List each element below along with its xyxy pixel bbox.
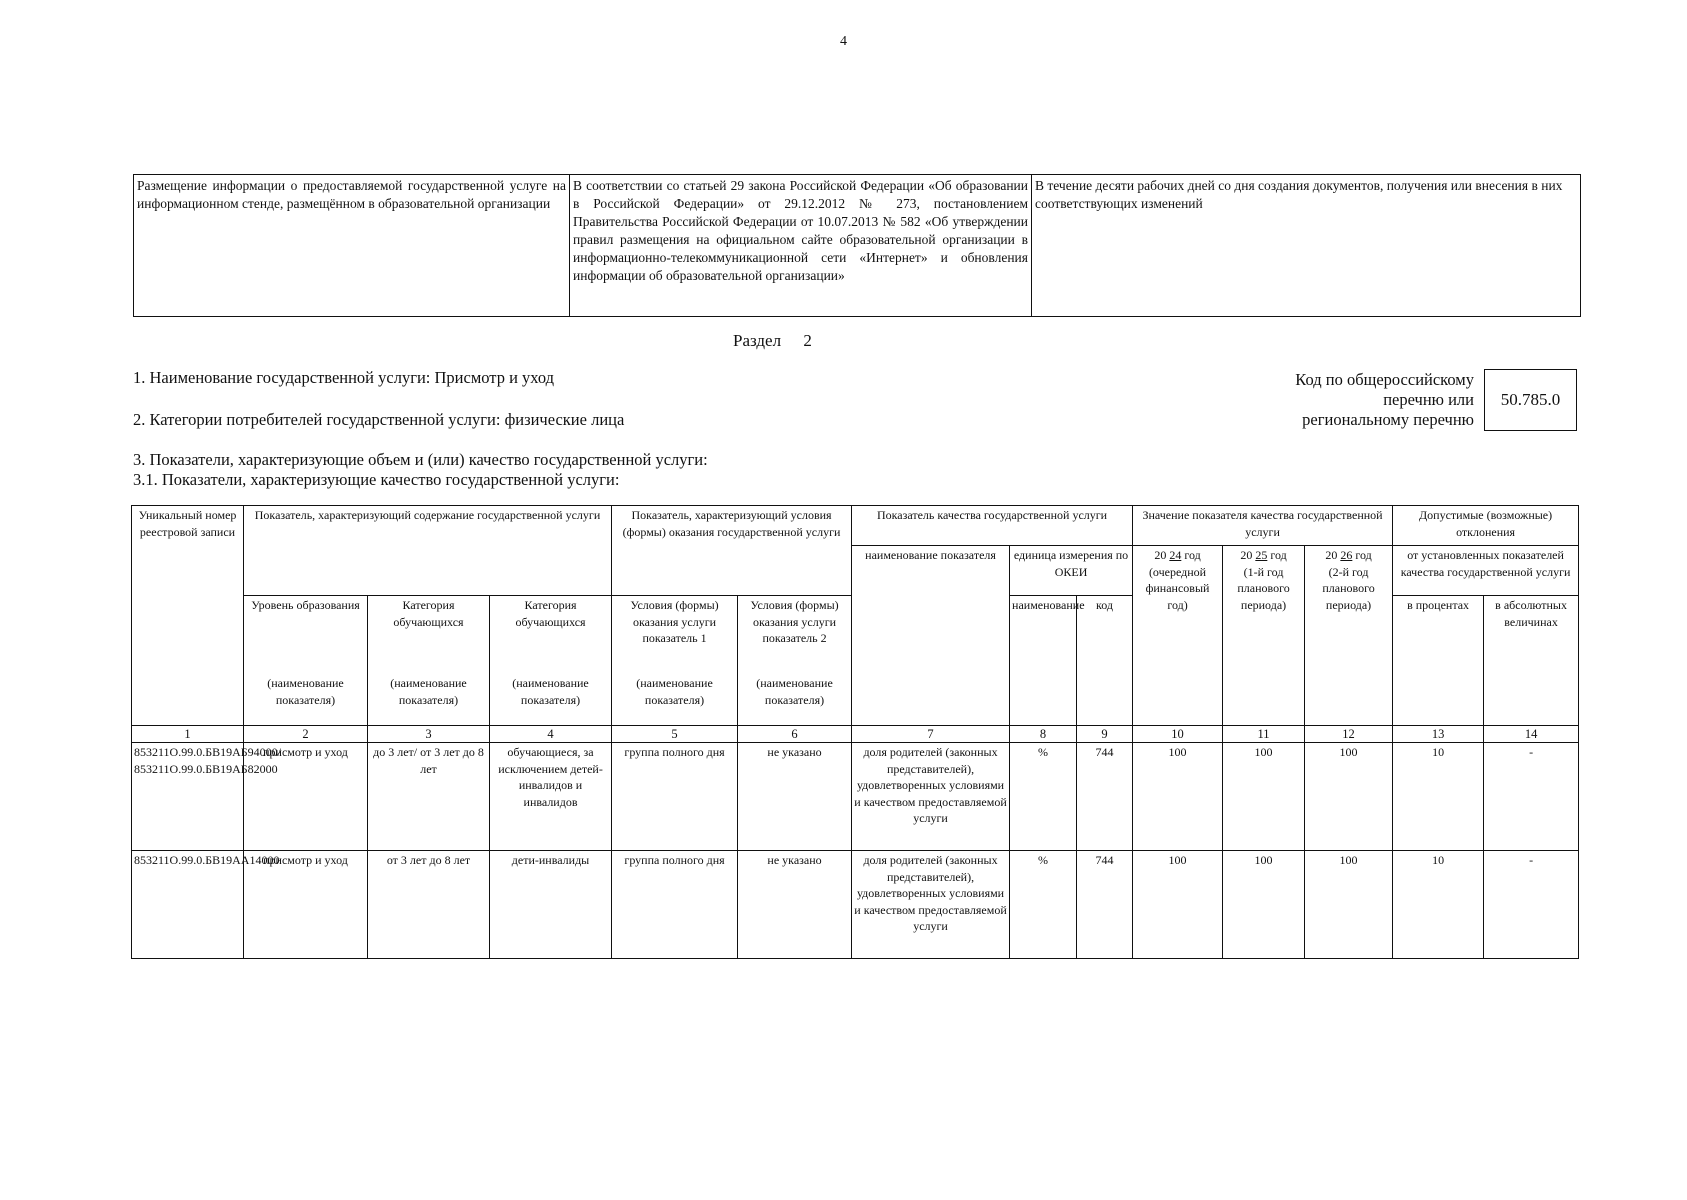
- header-unit: единица измерения по ОКЕИ: [1010, 546, 1133, 596]
- column-number: 8: [1010, 726, 1077, 743]
- header-unit-name: наименование: [1010, 596, 1077, 726]
- row-cond1: группа полного дня: [612, 743, 738, 851]
- column-number: 5: [612, 726, 738, 743]
- column-number: 9: [1077, 726, 1133, 743]
- page-number: 4: [840, 34, 847, 49]
- header-cond1: Условия (формы) оказания услуги показатель 1 (наименование показателя): [612, 596, 738, 726]
- service-name-line: 1. Наименование государственной услуги: Присмотр и уход: [133, 368, 555, 387]
- header-deviation-percent: в процентах: [1393, 596, 1484, 726]
- code-box: [1484, 369, 1577, 431]
- header-content-indicator: Показатель, характеризующий содержание государственной услуги: [244, 506, 612, 596]
- row-level: присмотр и уход: [244, 743, 368, 851]
- header-quality-indicator: Показатель качества государственной услуги: [852, 506, 1133, 546]
- row-level: присмотр и уход: [244, 851, 368, 959]
- header-indicator-value: Значение показателя качества государственной услуги: [1133, 506, 1393, 546]
- row-category1: от 3 лет до 8 лет: [368, 851, 490, 959]
- header-category2: Категория обучающихся (наименование показателя): [490, 596, 612, 726]
- header-level: Уровень образования (наименование показателя): [244, 596, 368, 726]
- row-value-2026: 100: [1305, 851, 1393, 959]
- code-label: [1220, 370, 1474, 430]
- row-unit-name: %: [1010, 743, 1077, 851]
- row-unit-code: 744: [1077, 743, 1133, 851]
- quality-indicators-heading: 3.1. Показатели, характеризующие качество государственной услуги:: [133, 470, 620, 489]
- row-deviation-percent: 10: [1393, 851, 1484, 959]
- column-number: 4: [490, 726, 612, 743]
- row-category1: до 3 лет/ от 3 лет до 8 лет: [368, 743, 490, 851]
- row-id: 853211О.99.0.БВ19АБ94000/ 853211О.99.0.БВ19АБ82000: [132, 743, 244, 851]
- row-cond2: не указано: [738, 851, 852, 959]
- info-table: [133, 174, 1581, 317]
- table-row: [132, 743, 1579, 851]
- quality-table: [131, 505, 1579, 959]
- row-id: 853211О.99.0.БВ19АА14000: [132, 851, 244, 959]
- code-label-line3: региональному перечню: [1302, 410, 1474, 429]
- row-category2: обучающиеся, за исключением детей-инвалидов и инвалидов: [490, 743, 612, 851]
- row-unit-name: %: [1010, 851, 1077, 959]
- header-category1: Категория обучающихся (наименование показателя): [368, 596, 490, 726]
- header-year-2025: 20 25 год (1-й год планового периода): [1223, 546, 1305, 726]
- info-basis-cell: В соответствии со статьей 29 закона Российской Федерации «Об образовании в Российской Федерации» от 29.12.2012 № 273, постановлением Правительства Российской Федерации от 10.07.2013 № 582 «Об утверждении правил размещения на официальном сайте образовательной организации в информационно-телекоммуникационной сети «Интернет» и обновления информации об образовательной организации»: [570, 175, 1032, 317]
- row-value-2026: 100: [1305, 743, 1393, 851]
- info-method-cell: Размещение информации о предоставляемой государственной услуге на информационном стенде, размещённом в образовательной организации: [134, 175, 570, 317]
- header-year-2026: 20 26 год (2-й год планового периода): [1305, 546, 1393, 726]
- consumer-category-line: 2. Категории потребителей государственной услуги: физические лица: [133, 410, 625, 429]
- header-unique-number: Уникальный номер реестровой записи: [132, 506, 244, 726]
- column-number: 12: [1305, 726, 1393, 743]
- row-indicator: доля родителей (законных представителей), удовлетворенных условиями и качеством предоставляемой услуги: [852, 851, 1010, 959]
- header-deviation: Допустимые (возможные) отклонения: [1393, 506, 1579, 546]
- row-deviation-absolute: -: [1484, 743, 1579, 851]
- row-cond1: группа полного дня: [612, 851, 738, 959]
- header-year-2024: 20 24 год (очередной финансовый год): [1133, 546, 1223, 726]
- header-indicator-name: наименование показателя: [852, 546, 1010, 726]
- column-number: 3: [368, 726, 490, 743]
- section-number: 2: [803, 331, 812, 350]
- code-label-line2: перечню или: [1383, 390, 1474, 409]
- column-number: 11: [1223, 726, 1305, 743]
- column-number: 6: [738, 726, 852, 743]
- header-conditions-indicator: Показатель, характеризующий условия (формы) оказания государственной услуги: [612, 506, 852, 596]
- row-value-2025: 100: [1223, 851, 1305, 959]
- header-cond2: Условия (формы) оказания услуги показатель 2 (наименование показателя): [738, 596, 852, 726]
- info-frequency-cell: В течение десяти рабочих дней со дня создания документов, получения или внесения в них соответствующих изменений: [1032, 175, 1581, 317]
- column-number: 10: [1133, 726, 1223, 743]
- section-label: Раздел: [733, 331, 782, 350]
- row-value-2024: 100: [1133, 743, 1223, 851]
- row-indicator: доля родителей (законных представителей), удовлетворенных условиями и качеством предоставляемой услуги: [852, 743, 1010, 851]
- row-value-2025: 100: [1223, 743, 1305, 851]
- row-category2: дети-инвалиды: [490, 851, 612, 959]
- header-deviation-absolute: в абсолютных величинах: [1484, 596, 1579, 726]
- row-cond2: не указано: [738, 743, 852, 851]
- indicators-heading: 3. Показатели, характеризующие объем и (или) качество государственной услуги:: [133, 450, 708, 469]
- header-unit-code: код: [1077, 596, 1133, 726]
- table-row: [132, 851, 1579, 959]
- row-deviation-absolute: -: [1484, 851, 1579, 959]
- column-number: 13: [1393, 726, 1484, 743]
- section-heading: [733, 331, 812, 351]
- row-value-2024: 100: [1133, 851, 1223, 959]
- column-number: 14: [1484, 726, 1579, 743]
- code-label-line1: Код по общероссийскому: [1295, 370, 1474, 389]
- column-number: 1: [132, 726, 244, 743]
- code-value: 50.785.0: [1500, 390, 1561, 409]
- header-deviation-sub: от установленных показателей качества государственной услуги: [1393, 546, 1579, 596]
- row-deviation-percent: 10: [1393, 743, 1484, 851]
- column-number: 7: [852, 726, 1010, 743]
- column-number: 2: [244, 726, 368, 743]
- row-unit-code: 744: [1077, 851, 1133, 959]
